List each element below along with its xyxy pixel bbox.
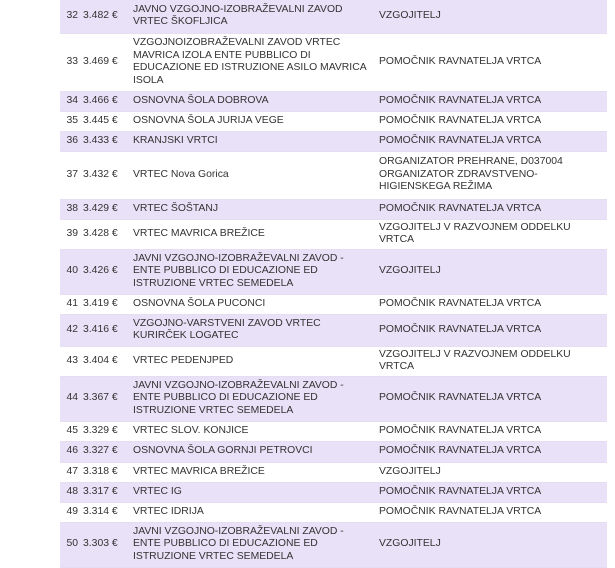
job-position-cell: VZGOJITELJ [374,249,607,294]
table-row [60,219,607,249]
rank-cell: 47 [60,462,80,482]
rank-cell: 37 [60,151,80,199]
job-position-cell: VZGOJITELJ [374,0,607,33]
job-position-cell: POMOČNIK RAVNATELJA VRTCA [374,111,607,131]
rank-cell: 44 [60,376,80,421]
table-row [60,376,607,421]
salary-amount-cell: 3.429 € [80,199,128,219]
rank-cell: 34 [60,91,80,111]
job-position-cell: POMOČNIK RAVNATELJA VRTCA [374,376,607,421]
rank-cell: 43 [60,346,80,376]
table-row [60,421,607,441]
institution-name-cell: OSNOVNA ŠOLA DOBROVA [128,91,374,111]
table-row [60,0,607,33]
job-position-cell: POMOČNIK RAVNATELJA VRTCA [374,131,607,151]
rank-cell: 45 [60,421,80,441]
job-position-cell: POMOČNIK RAVNATELJA VRTCA [374,294,607,314]
job-position-cell: VZGOJITELJ [374,462,607,482]
institution-name-cell: VRTEC Nova Gorica [128,151,374,199]
salary-amount-cell: 3.327 € [80,441,128,462]
salary-amount-cell: 3.445 € [80,111,128,131]
rank-cell: 49 [60,502,80,522]
institution-name-cell: KRANJSKI VRTCI [128,131,374,151]
salary-amount-cell: 3.469 € [80,33,128,91]
salary-amount-cell: 3.482 € [80,0,128,33]
salary-amount-cell: 3.426 € [80,249,128,294]
institution-name-cell: VRTEC MAVRICA BREŽICE [128,219,374,249]
institution-name-cell: JAVNO VZGOJNO-IZOBRAŽEVALNI ZAVOD VRTEC ŠKOFLJICA [128,0,374,33]
table-row [60,502,607,522]
table-row [60,314,607,346]
salary-table [60,0,607,568]
salary-amount-cell: 3.329 € [80,421,128,441]
job-position-cell: VZGOJITELJ V RAZVOJNEM ODDELKU VRTCA [374,219,607,249]
rank-cell: 39 [60,219,80,249]
table-row [60,91,607,111]
table-row [60,294,607,314]
salary-amount-cell: 3.466 € [80,91,128,111]
table-row [60,346,607,376]
salary-amount-cell: 3.432 € [80,151,128,199]
institution-name-cell: JAVNI VZGOJNO-IZOBRAŽEVALNI ZAVOD - ENTE PUBBLICO DI EDUCAZIONE ED ISTRUZIONE VRTEC SEMEDELA [128,522,374,567]
rank-cell: 32 [60,0,80,33]
salary-table-body [60,0,607,567]
job-position-cell: POMOČNIK RAVNATELJA VRTCA [374,91,607,111]
institution-name-cell: VRTEC IG [128,482,374,502]
institution-name-cell: VRTEC IDRIJA [128,502,374,522]
rank-cell: 35 [60,111,80,131]
rank-cell: 33 [60,33,80,91]
institution-name-cell: VRTEC SLOV. KONJICE [128,421,374,441]
rank-cell: 42 [60,314,80,346]
salary-table-container [60,0,607,568]
job-position-cell: POMOČNIK RAVNATELJA VRTCA [374,441,607,462]
job-position-cell: POMOČNIK RAVNATELJA VRTCA [374,421,607,441]
rank-cell: 38 [60,199,80,219]
institution-name-cell: VZGOJNOIZOBRAŽEVALNI ZAVOD VRTEC MAVRICA IZOLA ENTE PUBBLICO DI EDUCAZIONE ED ISTRUZIONE ASILO MAVRICA ISOLA [128,33,374,91]
rank-cell: 50 [60,522,80,567]
institution-name-cell: JAVNI VZGOJNO-IZOBRAŽEVALNI ZAVOD - ENTE PUBBLICO DI EDUCAZIONE ED ISTRUZIONE VRTEC SEMEDELA [128,376,374,421]
rank-cell: 36 [60,131,80,151]
table-row [60,249,607,294]
job-position-cell: POMOČNIK RAVNATELJA VRTCA [374,33,607,91]
institution-name-cell: JAVNI VZGOJNO-IZOBRAŽEVALNI ZAVOD - ENTE PUBBLICO DI EDUCAZIONE ED ISTRUZIONE VRTEC SEMEDELA [128,249,374,294]
table-row [60,151,607,199]
institution-name-cell: VRTEC PEDENJPED [128,346,374,376]
salary-amount-cell: 3.318 € [80,462,128,482]
table-row [60,199,607,219]
salary-amount-cell: 3.419 € [80,294,128,314]
institution-name-cell: VRTEC ŠOŠTANJ [128,199,374,219]
rank-cell: 46 [60,441,80,462]
salary-amount-cell: 3.416 € [80,314,128,346]
salary-amount-cell: 3.303 € [80,522,128,567]
institution-name-cell: VZGOJNO-VARSTVENI ZAVOD VRTEC KURIRČEK LOGATEC [128,314,374,346]
institution-name-cell: VRTEC MAVRICA BREŽICE [128,462,374,482]
salary-amount-cell: 3.428 € [80,219,128,249]
salary-amount-cell: 3.317 € [80,482,128,502]
institution-name-cell: OSNOVNA ŠOLA PUCONCI [128,294,374,314]
table-row [60,111,607,131]
salary-amount-cell: 3.433 € [80,131,128,151]
salary-amount-cell: 3.367 € [80,376,128,421]
job-position-cell: POMOČNIK RAVNATELJA VRTCA [374,314,607,346]
rank-cell: 40 [60,249,80,294]
job-position-cell: POMOČNIK RAVNATELJA VRTCA [374,482,607,502]
job-position-cell: POMOČNIK RAVNATELJA VRTCA [374,502,607,522]
table-row [60,33,607,91]
table-row [60,462,607,482]
salary-amount-cell: 3.314 € [80,502,128,522]
salary-amount-cell: 3.404 € [80,346,128,376]
job-position-cell: POMOČNIK RAVNATELJA VRTCA [374,199,607,219]
rank-cell: 48 [60,482,80,502]
table-row [60,441,607,462]
job-position-cell: VZGOJITELJ [374,522,607,567]
job-position-cell: VZGOJITELJ V RAZVOJNEM ODDELKU VRTCA [374,346,607,376]
job-position-cell: ORGANIZATOR PREHRANE, D037004 ORGANIZATOR ZDRAVSTVENO-HIGIENSKEGA REŽIMA [374,151,607,199]
table-row [60,522,607,567]
table-row [60,482,607,502]
table-row [60,131,607,151]
institution-name-cell: OSNOVNA ŠOLA JURIJA VEGE [128,111,374,131]
institution-name-cell: OSNOVNA ŠOLA GORNJI PETROVCI [128,441,374,462]
rank-cell: 41 [60,294,80,314]
